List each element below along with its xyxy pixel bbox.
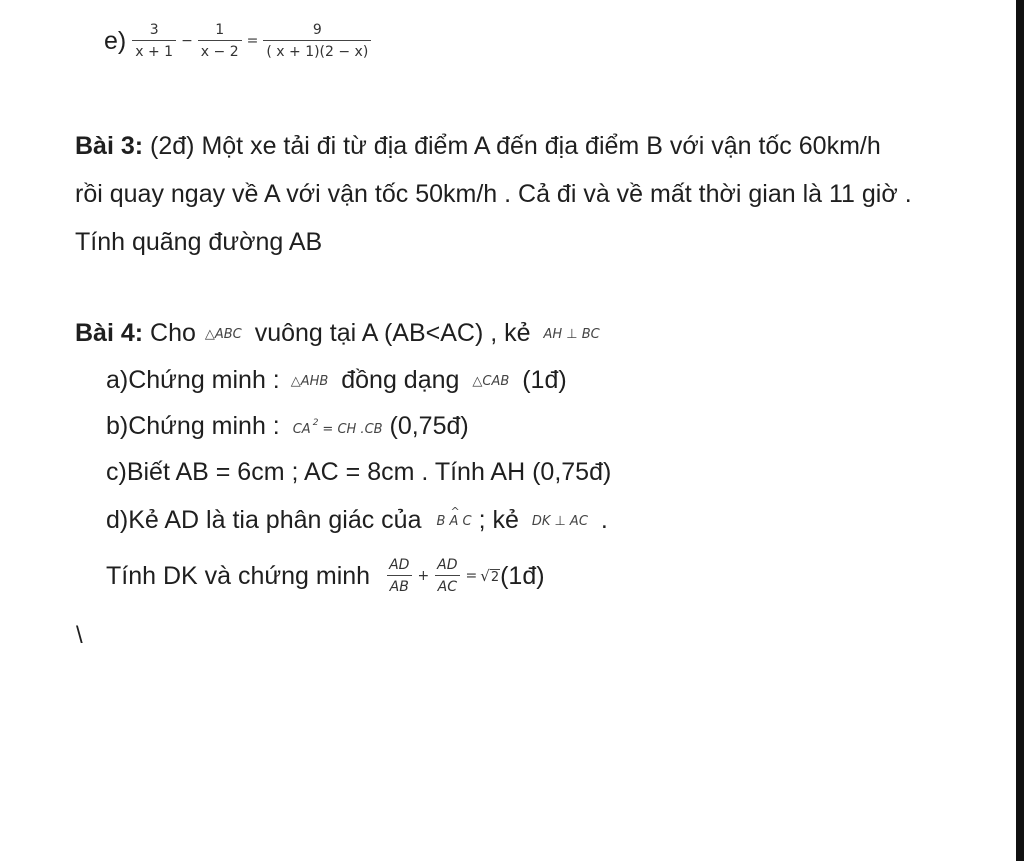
bai3-line1 [75,134,881,159]
right-edge-border [1016,0,1024,861]
triangle-abc: △ABC [204,326,242,342]
bai4-intro: Bài 4: Cho △ABC vuông tại A (AB<AC) , kẻ AH ⊥ BC [75,319,600,347]
bai4-part-c: c)Biết AB = 6cm ; AC = 8cm . Tính AH (0,75đ) [106,458,612,486]
dk-perp-ac: DK ⊥ AC [531,513,588,529]
bai3-line3: Tính quãng đường AB [75,228,323,256]
ca-squared: CA $^2$ = CH .CB [292,417,383,437]
bai4-part-a: a)Chứng minh : △AHB đồng dạng △CAB (1đ) [106,366,567,394]
equals-sign: = [246,33,259,49]
bai3-line1-text: (2đ) Một xe tải đi từ địa điểm A đến địa điểm B với vận tốc 60km/h [143,132,881,160]
ah-perp-bc: AH ⊥ BC [543,326,600,342]
minus-sign: − [181,33,193,49]
fraction-9-over-product: $\frac{9}{( x + 1)(2 - x)}$ [263,23,371,59]
fraction-3-over-x-plus-1: $\frac{3}{x + 1}$ [132,23,176,59]
fraction-ad-over-ac: $\frac{AD}{AC}$ [434,558,460,594]
stray-backslash: \ [76,622,83,649]
triangle-cab: △CAB [472,373,510,389]
fraction-ad-over-ab: $\frac{AD}{AB}$ [386,558,412,594]
bai3-title: Bài 3: [75,132,144,160]
bai4-title: Bài 4: [75,319,144,347]
bai3-line2: rồi quay ngay về A với vận tốc 50km/h . Cả đi và về mất thời gian là 11 giờ . [75,180,912,208]
bai4-part-d: d)Kẻ AD là tia phân giác của B ^ A C ; kẻ DK ⊥ AC . [106,508,608,533]
angle-bac: B ^ A C [436,514,471,529]
bai4-part-e: Tính DK và chứng minh $\frac{AD}{AB}$ + $\frac{AD}{AC}$ = √2 (1đ) [106,557,545,595]
sqrt-2: √2 [480,567,500,585]
equals-sign-2: = [465,568,478,584]
triangle-ahb: △AHB [290,373,329,389]
plus-sign: + [417,568,430,584]
bai4-part-b: b)Chứng minh : CA $^2$ = CH .CB (0,75đ) [106,412,469,440]
exercise-e-label: e) [104,26,127,55]
exercise-e-line [104,18,373,64]
fraction-1-over-x-minus-2: $\frac{1}{x - 2}$ [198,23,242,59]
